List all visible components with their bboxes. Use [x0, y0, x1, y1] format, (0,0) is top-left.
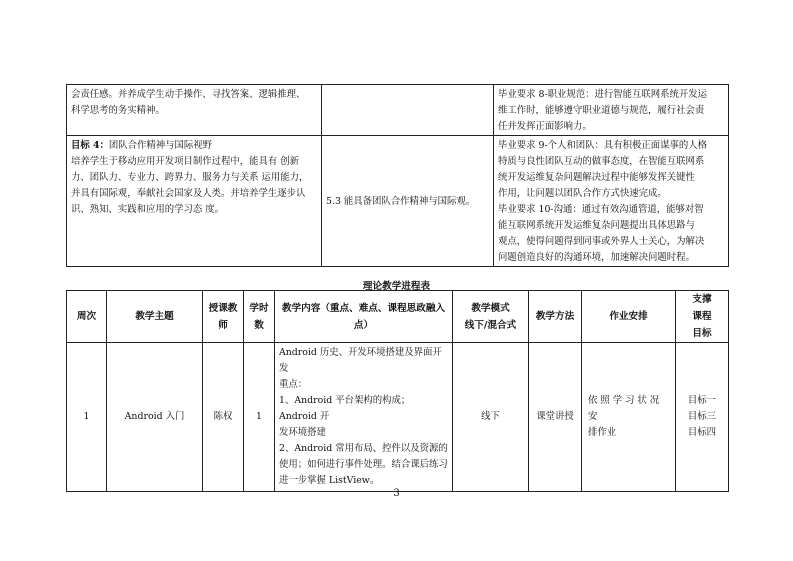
text-line: 统开发运维复杂问题解决过程中能够发挥关键性	[498, 172, 695, 183]
header-topic: 教学主题	[107, 291, 203, 343]
text-line: 特质与良性团队互动的做事态度，在智能互联网系	[498, 156, 705, 167]
text-line: 观点，使得问题得到同事或外界人士关心，为解决	[498, 236, 705, 247]
schedule-table	[66, 290, 729, 492]
text-line: 作用，让问题以团队合作方式快速完成。	[498, 188, 667, 199]
text-line: 问题创造良好的沟通环境，加速解决问题时程。	[498, 252, 695, 263]
text-line: 力、团队力、专业力、跨界力、服务力与关系 运用能力，	[71, 172, 309, 183]
header-support: 支撑 课程 目标	[676, 291, 729, 343]
header-teacher: 授课教 师	[203, 291, 244, 343]
schedule-header-row	[67, 291, 729, 343]
objective-title: 目标 4：团队合作精神与国际视野	[71, 140, 213, 151]
header-hours: 学时 数	[244, 291, 275, 343]
header-mode: 教学模式 线下/混合式	[453, 291, 529, 343]
content-cell: Android 历史、开发环境搭建及界面开发 重点： 1、Android 平台架构的构成；Android 开 发环境搭建 2、Android 常用布局、控件以及资源的 使用；如何进行事件处理。结合课后练习 进一步掌握 ListView。	[275, 343, 453, 492]
indicator-cell	[322, 85, 494, 136]
topic-cell: Android 入门	[107, 343, 203, 492]
text-line: 识、熟知、实践和应用的学习态 度。	[71, 204, 224, 215]
schedule-caption: 理论教学进程表	[362, 281, 431, 292]
requirement-cell	[494, 85, 729, 136]
indicator-cell: 5.3 能具备团队合作精神与国际观。	[322, 136, 494, 267]
header-content: 教学内容（重点、难点、课程思政融入 点）	[275, 291, 453, 343]
text-line: 毕业要求 9-个人和团队：具有积极正面谋事的人格	[498, 140, 707, 151]
text-line: 会责任感。并养成学生动手操作、寻找答案、逻辑推理、	[71, 89, 306, 100]
support-cell: 目标一 目标三 目标四	[676, 343, 729, 492]
objectives-row-1	[67, 85, 729, 136]
text-line: 毕业要求 10-沟通：通过有效沟通管道，能够对智	[498, 204, 704, 215]
method-cell: 课堂讲授	[529, 343, 582, 492]
text-line: 毕业要求 8-职业规范：进行智能互联网系统开发运	[498, 89, 707, 100]
text-line: 任并发挥正面影响力。	[498, 121, 592, 132]
text-line: 能互联网系统开发运维复杂问题提出具体思路与	[498, 220, 695, 231]
text-line: 培养学生于移动应用开发项目制作过程中，能具有 创新	[71, 156, 299, 167]
page-number: 3	[393, 488, 400, 499]
objectives-table	[66, 84, 729, 267]
mode-cell: 线下	[453, 343, 529, 492]
text-line: 并具有国际观，奉献社会国家及人类。并培养学生逐步认	[71, 188, 306, 199]
table-row	[67, 343, 729, 492]
requirement-cell	[494, 136, 729, 267]
text-line: 科学思考的务实精神。	[71, 105, 165, 116]
teacher-cell: 陈权	[203, 343, 244, 492]
hours-cell: 1	[244, 343, 275, 492]
header-method: 教学方法	[529, 291, 582, 343]
homework-cell: 依 照 学 习 状 况 安 排作业	[582, 343, 676, 492]
header-week: 周次	[67, 291, 107, 343]
objectives-row-2	[67, 136, 729, 267]
objective-description-cell	[67, 85, 322, 136]
text-line: 维工作时，能够遵守职业道德与规范，履行社会责	[498, 105, 705, 116]
header-homework: 作业安排	[582, 291, 676, 343]
objective-description-cell	[67, 136, 322, 267]
week-cell: 1	[67, 343, 107, 492]
